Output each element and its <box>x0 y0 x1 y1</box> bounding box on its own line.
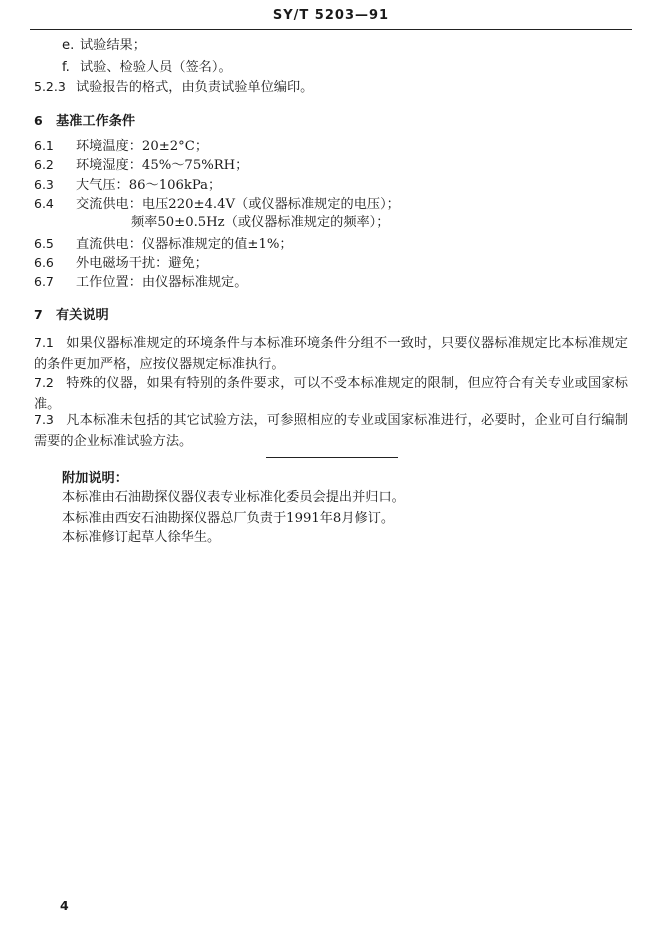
clause-6-4-frequency <box>131 215 389 231</box>
page-header <box>0 0 662 32</box>
clause-7-1 <box>34 332 628 375</box>
clause-number: 7.3 <box>34 412 54 427</box>
clause-number: 6.2 <box>34 157 54 172</box>
clause-6-7 <box>34 274 247 291</box>
clause-number: 6.4 <box>34 196 54 211</box>
clause-number: 7.2 <box>34 375 54 390</box>
clause-6-4 <box>34 196 400 213</box>
clause-6-3 <box>34 177 221 194</box>
clause-number: 6.6 <box>34 255 54 270</box>
clause-number: 7.1 <box>34 335 54 350</box>
clause-text: 频率50±0.5Hz（或仪器标准规定的频率）； <box>131 215 390 230</box>
clause-number: 6.3 <box>34 177 54 192</box>
clause-text: 凡本标准未包括的其它试验方法，可参照相应的专业或国家标准进行，必要时，企业可自行编制需要的企业标准试验方法。 <box>34 413 628 449</box>
clause-number: 6.1 <box>34 138 54 153</box>
section-title: 基准工作条件 <box>56 114 136 129</box>
standard-code: SY/T 5203—91 <box>272 8 390 23</box>
header-rule <box>30 29 632 30</box>
clause-text: 工作位置：由仪器标准规定。 <box>76 275 248 290</box>
clause-text: 大气压：86～106kPa； <box>76 178 222 193</box>
item-text: 试验结果； <box>80 38 146 53</box>
clause-text: 环境湿度：45%～75%RH； <box>76 158 249 173</box>
clause-text: 特殊的仪器，如果有特别的条件要求，可以不受本标准规定的限制，但应符合有关专业或国家标准。 <box>34 376 628 412</box>
item-text: 试验、检验人员（签名）。 <box>80 60 232 75</box>
clause-number: 6.5 <box>34 236 54 251</box>
clause-6-6 <box>34 255 208 272</box>
clause-text: 如果仪器标准规定的环境条件与本标准环境条件分组不一致时，只要仪器标准规定比本标准规定的条件更加严格，应按仪器规定标准执行。 <box>34 336 628 372</box>
clause-number: 6.7 <box>34 274 54 289</box>
section-title: 有关说明 <box>56 308 109 323</box>
item-letter: f. <box>62 60 70 75</box>
section-separator <box>266 457 398 458</box>
supplementary-line: 本标准由西安石油勘探仪器总厂负责于1991年8月修订。 <box>62 511 395 526</box>
clause-text: 外电磁场干扰：避免； <box>76 256 208 271</box>
section-number: 7 <box>34 307 43 322</box>
section-number: 6 <box>34 113 43 128</box>
supplementary-title: 附加说明： <box>62 471 128 486</box>
clause-5-2-3 <box>34 79 313 96</box>
supplementary-line: 本标准由石油勘探仪器仪表专业标准化委员会提出并归口。 <box>62 490 405 505</box>
section-7-heading <box>34 307 109 324</box>
clause-6-1 <box>34 138 208 155</box>
clause-text: 直流供电：仪器标准规定的值±1%； <box>76 237 293 252</box>
clause-7-3 <box>34 409 628 452</box>
supplementary-line: 本标准修订起草人徐华生。 <box>62 530 221 545</box>
section-6-heading <box>34 113 135 130</box>
clause-6-2 <box>34 157 248 174</box>
page-number: 4 <box>60 898 69 913</box>
clause-text: 环境温度：20±2°C； <box>76 139 209 154</box>
item-letter: e. <box>62 38 75 53</box>
report-item-e <box>62 38 146 54</box>
report-item-f <box>62 60 232 76</box>
clause-text: 交流供电：电压220±4.4V（或仪器标准规定的电压）； <box>76 197 400 212</box>
clause-number: 5.2.3 <box>34 79 66 94</box>
clause-6-5 <box>34 236 293 253</box>
clause-text: 试验报告的格式，由负责试验单位编印。 <box>76 80 314 95</box>
